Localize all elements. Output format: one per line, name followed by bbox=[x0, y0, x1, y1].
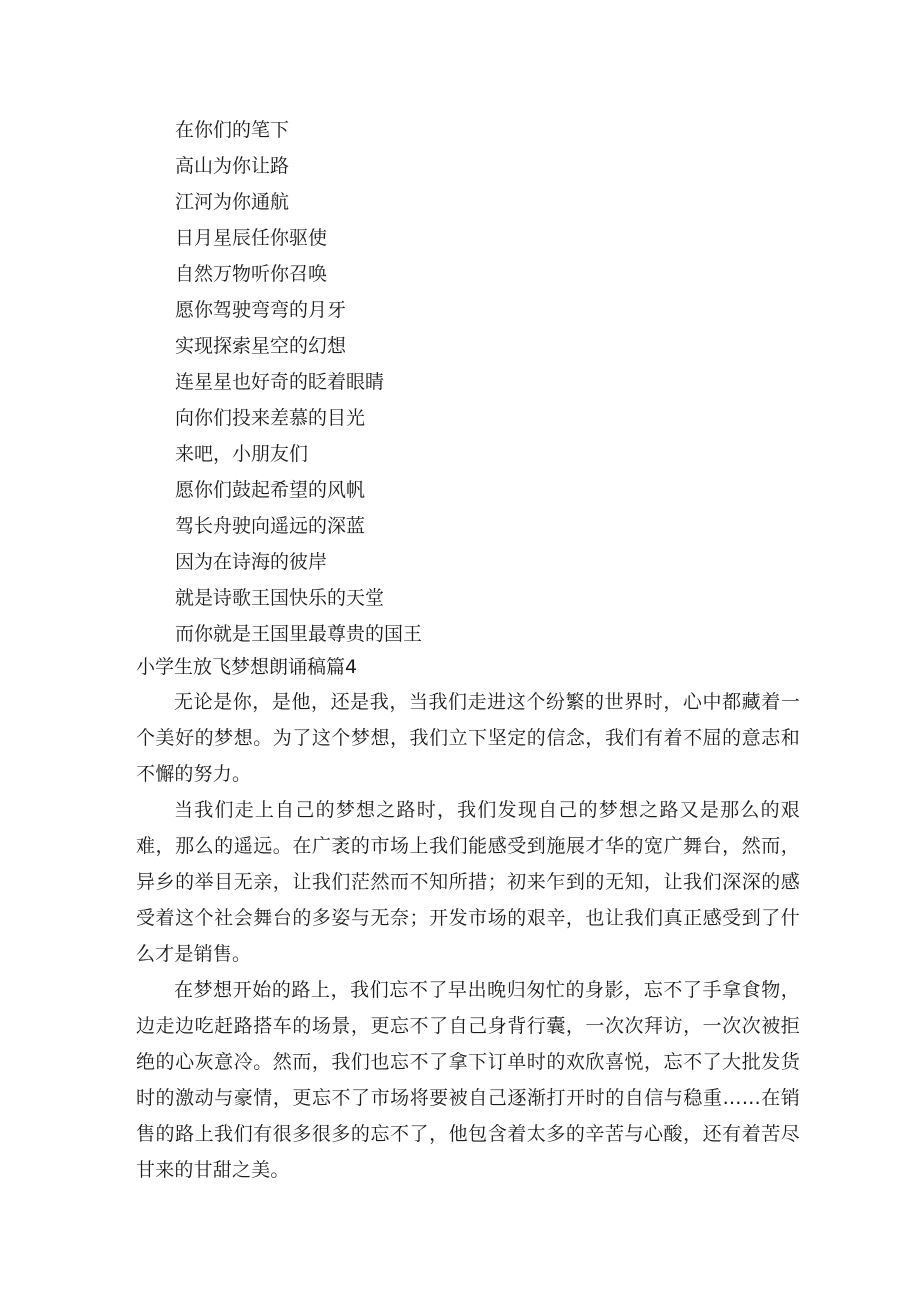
poem-line: 连星星也好奇的眨着眼睛 bbox=[175, 371, 385, 393]
paragraph: 在梦想开始的路上，我们忘不了早出晚归匆忙的身影，忘不了手拿食物，边走边吃赶路搭车的场景，更忘不了自己身背行囊，一次次拜访，一次次被拒绝的心灰意冷。然而，我们也忘不了拿下订单时的欢欣喜悦，忘不了大批发货时的激动与豪情，更忘不了市场将要被自己逐渐打开时的自信与稳重……在销售的路上我们有很多很多的忘不了，他包含着太多的辛苦与心酸，还有着苦尽甘来的甘甜之美。 bbox=[136, 979, 800, 1181]
poem-line: 来吧，小朋友们 bbox=[175, 443, 309, 465]
poem-line: 在你们的笔下 bbox=[175, 119, 290, 141]
poem-block bbox=[175, 112, 815, 652]
poem-line: 因为在诗海的彼岸 bbox=[175, 551, 328, 573]
poem-line: 实现探索星空的幻想 bbox=[175, 335, 347, 357]
article-body bbox=[136, 684, 800, 1188]
poem-line: 愿你们鼓起希望的风帆 bbox=[175, 479, 366, 501]
poem-line: 驾长舟驶向遥远的深蓝 bbox=[175, 515, 366, 537]
paragraph: 无论是你，是他，还是我，当我们走进这个纷繁的世界时，心中都藏着一个美好的梦想。为了这个梦想，我们立下坚定的信念，我们有着不屈的意志和不懈的努力。 bbox=[136, 691, 800, 785]
poem-line: 向你们投来差慕的目光 bbox=[175, 407, 366, 429]
poem-line: 而你就是王国里最尊贵的国王 bbox=[175, 623, 423, 645]
poem-line: 就是诗歌王国快乐的天堂 bbox=[175, 587, 385, 609]
poem-line: 江河为你通航 bbox=[175, 191, 290, 213]
poem-line: 高山为你让路 bbox=[175, 155, 290, 177]
section-heading: 小学生放飞梦想朗诵稿篇4 bbox=[136, 656, 358, 678]
poem-line: 愿你驾驶弯弯的月牙 bbox=[175, 299, 347, 321]
poem-line: 自然万物听你召唤 bbox=[175, 263, 328, 285]
poem-line: 日月星辰任你驱使 bbox=[175, 227, 328, 249]
paragraph: 当我们走上自己的梦想之路时，我们发现自己的梦想之路又是那么的艰难，那么的遥远。在广袤的市场上我们能感受到施展才华的宽广舞台，然而，异乡的举目无亲，让我们茫然而不知所措；初来乍到的无知，让我们深深的感受着这个社会舞台的多姿与无奈；开发市场的艰辛，也让我们真正感受到了什么才是销售。 bbox=[136, 799, 800, 965]
